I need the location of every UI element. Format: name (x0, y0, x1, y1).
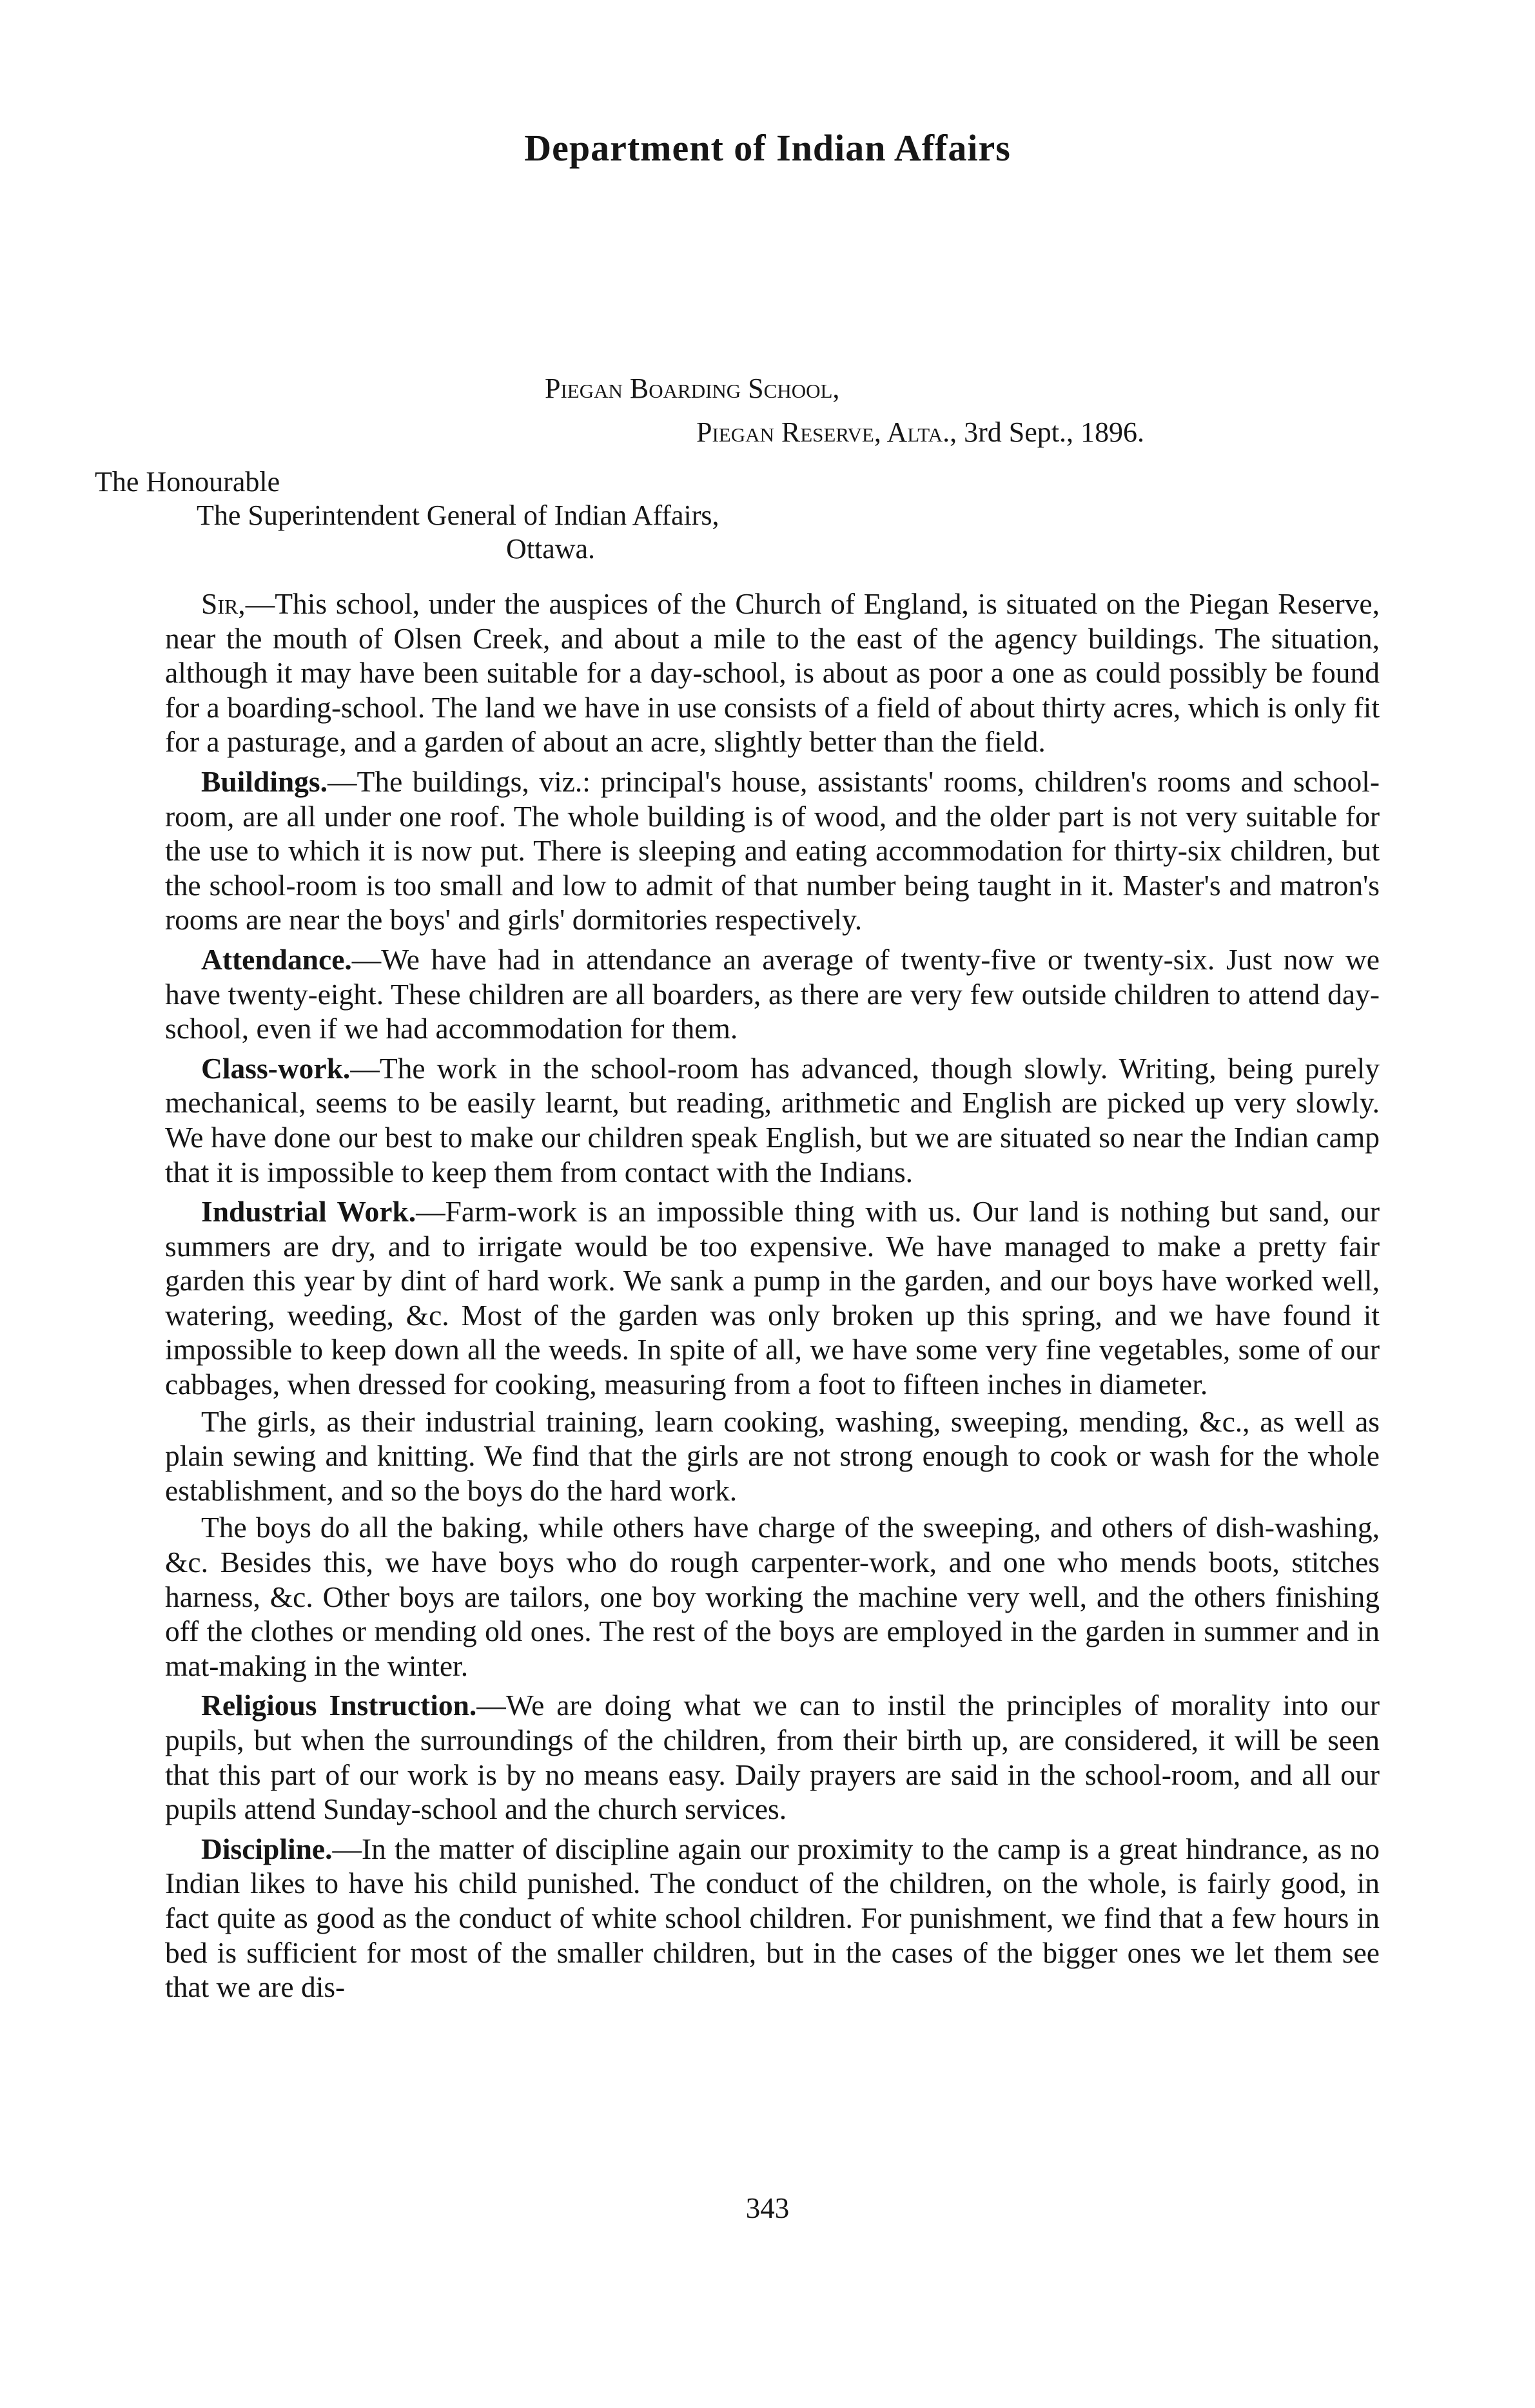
paragraph-girls-training (165, 1404, 1380, 1508)
section-heading: Discipline. (201, 1832, 333, 1865)
paragraph-text: —In the matter of discipline again our proximity to the camp is a great hindrance, as no Indian likes to have his child punished. The conduct of the children, on the whole, is fairly good, in fact quite as good as the conduct of white school children. For punishment, we find that a few hours in bed is sufficient for most of the smaller children, but in the cases of the bigger ones we let them see that we are dis- (165, 1832, 1380, 2004)
address-line-3: Ottawa. (506, 533, 596, 565)
paragraph-class-work (165, 1051, 1380, 1189)
paragraph-text: —The buildings, viz.: principal's house, assistants' rooms, children's rooms and school-room, are all under one roof. The whole building is of wood, and the older part is not very suitable for the use to which it is now put. There is sleeping and eating accommodation for thirty-six children, but the school-room is too small and low to admit of that number being taught in it. Master's and matron's rooms are near the boys' and girls' dormitories respectively. (165, 764, 1380, 937)
paragraph-discipline (165, 1832, 1380, 2005)
section-heading: Industrial Work. (201, 1195, 416, 1228)
address-line-2: The Superintendent General of Indian Affairs, (197, 500, 719, 531)
paragraph-text: —We have had in attendance an average of twenty-five or twenty-six. Just now we have twenty-eight. These children are all boarders, as there are very few outside children to attend day-school, even if we had accommodation for them. (165, 942, 1380, 1045)
page-number: 343 (745, 2192, 790, 2224)
paragraph-industrial-work (165, 1194, 1380, 1402)
paragraph-boys-work (165, 1510, 1380, 1683)
paragraph-text: The boys do all the baking, while others have charge of the sweeping, and others of dish-washing, &c. Besides this, we have boys who do rough carpenter-work, and one who mends boots, stitches harness, &c. Other boys are tailors, one boy working the machine very well, and the others finishing off the clothes or mending old ones. The rest of the boys are employed in the garden in summer and in mat-making in the winter. (165, 1511, 1380, 1682)
paragraph-buildings (165, 764, 1380, 937)
paragraph-intro (165, 587, 1380, 759)
dateline-place: Piegan Reserve, Alta., (696, 416, 957, 448)
paragraph-text: The girls, as their industrial training, learn cooking, washing, sweeping, mending, &c., as well as plain sewing and knitting. We find that the girls are not strong enough to cook or wash for the whole establishment, and so the boys do the hard work. (165, 1404, 1380, 1507)
paragraph-religious-instruction (165, 1688, 1380, 1826)
section-heading: Attendance. (201, 942, 352, 976)
section-heading: Buildings. (201, 764, 328, 798)
section-heading: Class-work. (201, 1051, 351, 1085)
letter-body (165, 587, 1380, 2010)
salutation: Sir, (201, 587, 246, 620)
dateline-school: Piegan Boarding School, (545, 373, 840, 404)
paragraph-text: —The work in the school-room has advanced, though slowly. Writing, being purely mechanical, seems to be easily learnt, but reading, arithmetic and English are picked up very slowly. We have done our best to make our children speak English, but we are situated so near the Indian camp that it is impossible to keep them from contact with the Indians. (165, 1051, 1380, 1189)
page-header: Department of Indian Affairs (524, 127, 1011, 169)
paragraph-attendance (165, 942, 1380, 1046)
address-line-1: The Honourable (95, 466, 280, 498)
dateline-date: 3rd Sept., 1896. (964, 416, 1145, 448)
section-heading: Religious Instruction. (201, 1689, 477, 1722)
dateline-place-date (696, 416, 1144, 449)
paragraph-text: —This school, under the auspices of the Church of England, is situated on the Piegan Reserve, near the mouth of Olsen Creek, and about a mile to the east of the agency buildings. The situation, although it may have been suitable for a day-school, is about as poor a one as could possibly be found for a boarding-school. The land we have in use consists of a field of about thirty acres, which is only fit for a pasturage, and a garden of about an acre, slightly better than the field. (165, 587, 1380, 759)
paragraph-text: —We are doing what we can to instil the principles of morality into our pupils, but when the surroundings of the children, from their birth up, are considered, it will be seen that this part of our work is by no means easy. Daily prayers are said in the school-room, and all our pupils attend Sunday-school and the church services. (165, 1689, 1380, 1826)
paragraph-text: —Farm-work is an impossible thing with us. Our land is nothing but sand, our summers are dry, and to irrigate would be too expensive. We have managed to make a pretty fair garden this year by dint of hard work. We sank a pump in the garden, and our boys have worked well, watering, weeding, &c. Most of the garden was only broken up this spring, and we have found it impossible to keep down all the weeds. In spite of all, we have some very fine vegetables, some of our cabbages, when dressed for cooking, measuring from a foot to fifteen inches in diameter. (165, 1195, 1380, 1401)
